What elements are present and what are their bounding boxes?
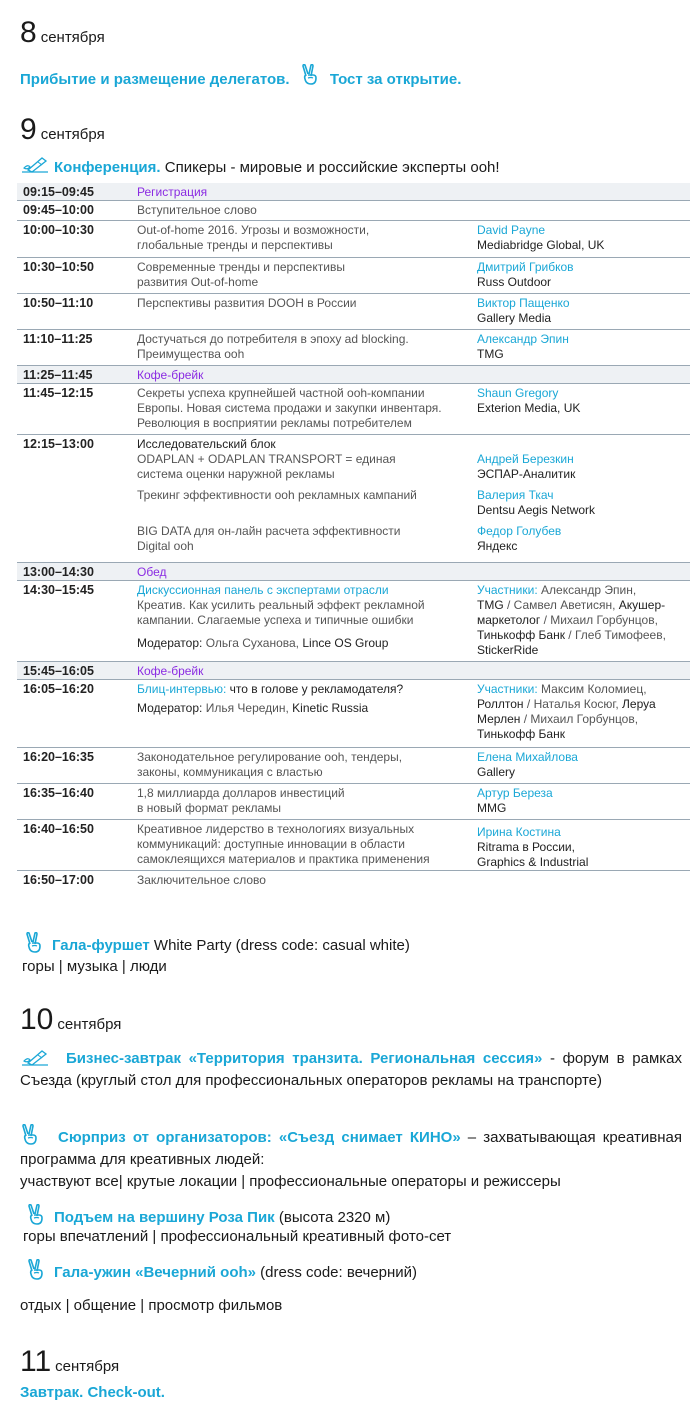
row-description: Законодательное регулирование ooh, тендеры, законы, коммуникация с властью [137,750,403,779]
victory-hand-icon [26,1204,46,1226]
row-description: Регистрация [137,185,208,199]
gala-dinner-details: (dress code: вечерний) [255,1264,418,1281]
rosa-peak [26,1204,390,1226]
row-speaker: Дмитрий Грибков Russ Outdoor [477,260,574,289]
organizer-surprise-title: Сюрприз от организаторов: «Съезд снимает КИНО» [58,1129,461,1146]
schedule-row [17,748,690,784]
row-description: Вступительное слово [137,203,257,217]
row-time: 12:15–13:00 [23,437,94,451]
schedule-row [17,294,690,330]
row-speaker: Виктор Пащенко Gallery Media [477,296,570,325]
row-time: 13:00–14:30 [23,565,94,579]
row-time: 10:00–10:30 [23,223,94,237]
schedule-row [17,384,690,435]
research-speaker-3: Федор Голубев Яндекс [477,524,562,553]
research-talk-2: Трекинг эффективности ooh рекламных кампаний [137,488,417,502]
schedule-row [17,871,690,891]
day-8-heading [20,18,105,48]
day-9-heading [20,115,105,145]
row-description: Секреты успеха крупнейшей частной ooh-компании Европы. Новая система продажи и закупки инвентаря. Революция в восприятии рекламы потребителем [137,386,442,430]
row-time: 11:45–12:15 [23,386,94,400]
schedule-row [17,221,690,258]
victory-hand-icon [300,64,320,86]
row-description: Креативное лидерство в технологиях визуальных коммуникаций: доступные инновации в области самоклеящихся материалов и практика применения [137,822,430,866]
row-time: 11:25–11:45 [23,368,93,382]
day-11-heading [20,1347,119,1377]
row-time: 11:10–11:25 [23,332,93,346]
organizer-surprise-details: – захватывающая креативная программа для креативных людей: [20,1129,682,1168]
blitz-moderator: Модератор: Илья Чередин, Kinetic Russia [137,701,369,715]
day-month: сентября [55,1358,120,1375]
row-description: Перспективы развития DOOH в России [137,296,357,310]
row-time: 16:40–16:50 [23,822,94,836]
gala-dinner [26,1259,417,1281]
schedule-row [17,258,690,294]
row-speaker: David Payne Mediabridge Global, UK [477,223,605,252]
row-description: Обед [137,565,167,579]
research-speaker-2: Валерия Ткач Dentsu Aegis Network [477,488,596,517]
research-talk-3: BIG DATA для он-лайн расчета эффективности Digital ooh [137,524,401,553]
gala-buffet-tags: горы | музыка | люди [22,958,167,975]
gala-dinner-title: Гала-ужин «Вечерний ooh» [54,1264,256,1281]
day-month: сентября [40,126,105,143]
rosa-peak-title: Подъем на вершину Роза Пик [54,1209,275,1226]
schedule-row [17,435,690,563]
day-number: 9 [20,113,37,146]
organizer-surprise [20,1124,682,1171]
schedule-row [17,563,690,581]
victory-hand-icon [26,1259,46,1281]
row-speaker: Артур Береза MMG [477,786,553,815]
writing-hand-icon [20,156,50,174]
row-description: Кофе-брейк [137,664,204,678]
day-number: 8 [20,16,37,49]
row-time: 10:30–10:50 [23,260,94,274]
schedule-row [17,201,690,221]
day-month: сентября [40,29,105,46]
panel-moderator: Модератор: Ольга Суханова, Lince OS Group [137,636,389,650]
blitz-participants: Участники: Максим Коломиец, Роллтон / Наталья Косюг, Леруа Мерлен / Михаил Горбунцов, Тинькофф Банк [477,682,656,741]
row-description: Заключительное слово [137,873,266,887]
row-time: 16:20–16:35 [23,750,94,764]
row-time: 14:30–15:45 [23,583,94,597]
conference-subtitle: Спикеры - мировые и российские эксперты ooh! [164,159,500,176]
row-time: 16:35–16:40 [23,786,94,800]
panel-description: Дискуссионная панель с экспертами отрасли Креатив. Как усилить реальный эффект рекламной кампании. Слагаемые успеха и типичные ошибки [137,583,425,627]
panel-participants: Участники: Александр Эпин, TMG / Самвел Аветисян, Акушер- маркетолог / Михаил Горбунцов, Тинькофф Банк / Глеб Тимофеев, StickerRide [477,583,666,657]
research-block-title: Исследовательский блок [137,437,276,451]
gala-dinner-tags: отдых | общение | просмотр фильмов [20,1297,283,1314]
row-time: 09:45–10:00 [23,203,94,217]
row-time: 16:05–16:20 [23,682,94,696]
schedule-row [17,680,690,748]
day-number: 10 [20,1003,54,1036]
row-description: Кофе-брейк [137,368,204,382]
schedule-row [17,784,690,820]
row-time: 10:50–11:10 [23,296,94,310]
victory-hand-icon [20,1124,40,1146]
row-speaker: Елена Михайлова Gallery [477,750,578,779]
research-talk-1: ODAPLAN + ODAPLAN TRANSPORT = единая система оценки наружной рекламы [137,452,396,481]
row-description: Out-of-home 2016. Угрозы и возможности, глобальные тренды и перспективы [137,223,370,252]
research-speaker-1: Андрей Березкин ЭСПАР-Аналитик [477,452,576,481]
conference-schedule [17,183,690,891]
business-breakfast [20,1048,682,1092]
day-number: 11 [20,1345,52,1378]
schedule-row [17,330,690,366]
rosa-peak-details: (высота 2320 м) [274,1209,391,1226]
schedule-row [17,662,690,680]
conference-title: Конференция. [54,159,161,176]
gala-buffet-details: White Party (dress code: casual white) [153,937,410,954]
row-description: Современные тренды и перспективы развития Out-of-home [137,260,345,289]
row-time: 15:45–16:05 [23,664,94,678]
business-breakfast-details: - форум в рамках Съезда (круглый стол для профессиональных операторов рекламы на транспорте) [20,1050,682,1089]
schedule-row [17,183,690,201]
arrival-text: Прибытие и размещение делегатов. [20,71,290,88]
day-month: сентября [57,1016,122,1033]
schedule-row [17,581,690,662]
toast-text: Тост за открытие. [329,71,462,88]
row-speaker: Александр Эпин TMG [477,332,569,361]
day-10-heading [20,1005,121,1035]
schedule-row [17,820,690,871]
checkout-line: Завтрак. Check-out. [20,1384,165,1401]
row-description: Достучаться до потребителя в эпоху ad blocking. Преимущества ooh [137,332,409,361]
rosa-peak-tags: горы впечатлений | профессиональный креативный фото-сет [23,1228,452,1245]
writing-hand-icon [20,1049,50,1067]
row-speaker: Ирина Костина Ritrama в России, Graphics & Industrial [477,825,589,869]
row-description: 1,8 миллиарда долларов инвестиций в новый формат рекламы [137,786,345,815]
row-speaker: Shaun Gregory Exterion Media, UK [477,386,581,415]
gala-buffet [24,932,410,954]
row-time: 16:50–17:00 [23,873,94,887]
day-8-events [20,64,461,88]
blitz-title: Блиц-интервью: что в голове у рекламодателя? [137,682,404,696]
schedule-row [17,366,690,384]
gala-buffet-title: Гала-фуршет [52,937,150,954]
conference-heading [20,156,500,176]
organizer-surprise-tags: участвуют все| крутые локации | профессиональные операторы и режиссеры [20,1173,561,1190]
row-time: 09:15–09:45 [23,185,94,199]
victory-hand-icon [24,932,44,954]
business-breakfast-title: Бизнес-завтрак «Территория транзита. Региональная сессия» [66,1050,543,1067]
